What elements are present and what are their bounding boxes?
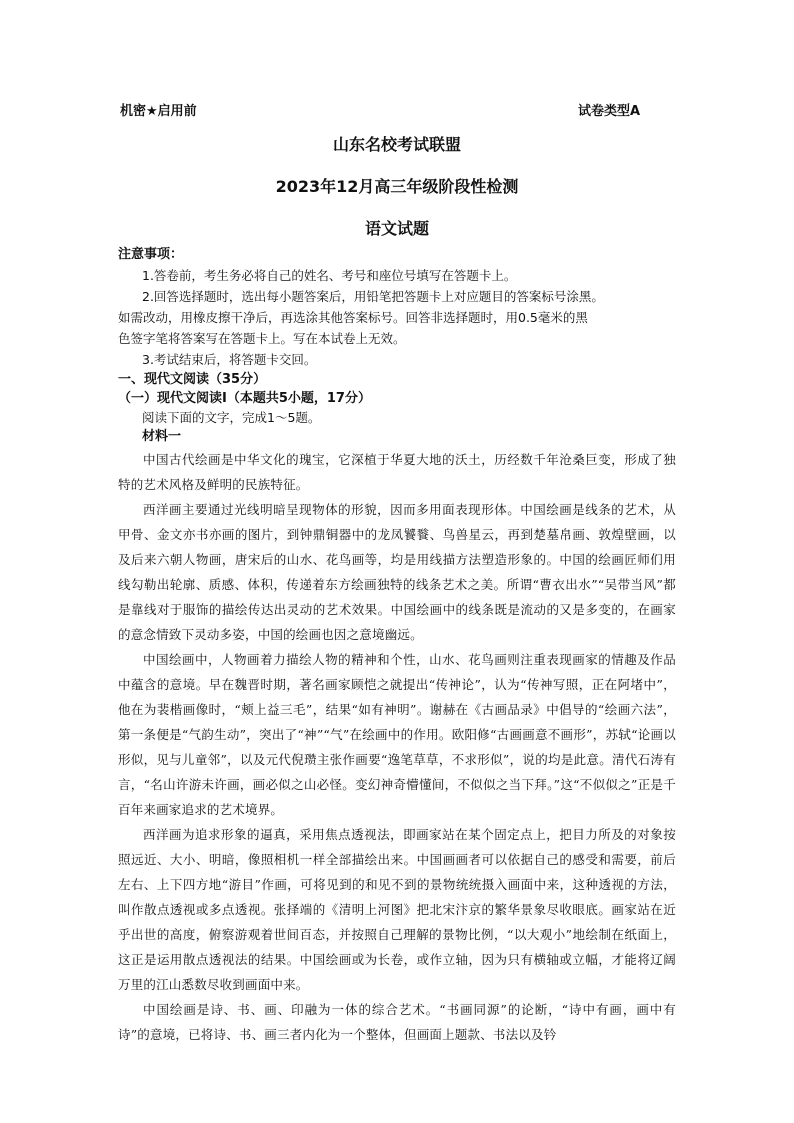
section-heading: 一、现代文阅读（35分） (118, 372, 267, 387)
material-label: 材料一 (142, 429, 182, 444)
exam-body (118, 245, 676, 1047)
passage-paragraph: 中国绘画是诗、书、画、印融为一体的综合艺术。“书画同源”的论断，“诗中有画，画中有诗”的意境，已将诗、书、画三者内化为一个整体，但画面上题款、书法以及钤 (118, 1002, 676, 1042)
notice-line: 2.回答选择题时，选出每小题答案后，用铅笔把答题卡上对应题目的答案标号涂黑。 (142, 289, 604, 304)
subject-title: 语文试题 (364, 219, 429, 238)
confidential-label: 机密★启用前 (120, 104, 197, 119)
passage-paragraph: 西洋画为追求形象的逼真，采用焦点透视法，即画家站在某个固定点上，把目力所及的对象按照远近、大小、明暗，像照相机一样全部描绘出来。中国画画者可以依据自己的感受和需要，前后左右、上下四方地“游目”作画，可将见到的和见不到的景物统统摄入画面中来，这种透视的方法，叫作散点透视或多点透视。张择端的《清明上河图》把北宋汴京的繁华景象尽收眼底。画家站在近乎出世的高度，俯察游观着世间百态，并按照自己理解的景物比例，“以大观小”地绘制在纸面上，这正是运用散点透视法的结果。中国绘画或为长卷，或作立轴，因为只有横轴或立幅，才能将辽阔万里的江山悉数尽收到画面中来。 (118, 827, 676, 992)
notice-line: 如需改动，用橡皮擦干净后，再选涂其他答案标号。回答非选择题时，用0.5毫米的黑 (118, 310, 588, 325)
exam-date-title: 2023年12月高三年级阶段性检测 (275, 177, 519, 196)
exam-union-title: 山东名校考试联盟 (332, 135, 461, 154)
paper-type-label: 试卷类型A (577, 104, 640, 119)
notice-heading: 注意事项： (118, 247, 184, 262)
passage-paragraph: 中国绘画中，人物画着力描绘人物的精神和个性，山水、花鸟画则注重表现画家的情趣及作品中蕴含的意境。早在魏晋时期，著名画家顾恺之就提出“传神论”，认为“传神写照，正在阿堵中”，他在为裴楷画像时，“颊上益三毛”，结果“如有神明”。谢赫在《古画品录》中倡导的“绘画六法”，第一条便是“气韵生动”，突出了“神”“气”在绘画中的作用。欧阳修“古画画意不画形”，苏轼“论画以形似，见与儿童邻”，以及元代倪瓒主张作画要“逸笔草草，不求形似”，说的均是此意。清代石涛有言，“名山许游未许画，画必似之山必怪。变幻神奇懵懂间，不似似之当下拜。”这“不似似之”正是千百年来画家追求的艺术境界。 (118, 652, 676, 817)
notice-line: 3.考试结束后，将答题卡交回。 (142, 352, 317, 367)
passage-paragraph: 西洋画主要通过光线明暗呈现物体的形貌，因而多用面表现形体。中国绘画是线条的艺术，从甲骨、金文亦书亦画的图片，到钟鼎铜器中的龙凤饕餮、鸟兽星云，再到楚墓帛画、敦煌壁画，以及后来六朝人物画，唐宋后的山水、花鸟画等，均是用线描方法塑造形象的。中国的绘画匠师们用线勾勒出轮廓、质感、体积，传递着东方绘画独特的线条艺术之美。所谓“曹衣出水”“吴带当风”都是靠线对于服饰的描绘传达出灵动的艺术效果。中国绘画中的线条既是流动的又是多变的，在画家的意念情致下灵动多姿，中国的绘画也因之意境幽远。 (118, 502, 676, 642)
top-line (120, 100, 640, 119)
passage-paragraph: 中国古代绘画是中华文化的瑰宝，它深植于华夏大地的沃土，历经数千年沧桑巨变，形成了独特的艺术风格及鲜明的民族特征。 (118, 452, 676, 492)
notice-line: 1.答卷前，考生务必将自己的姓名、考号和座位号填写在答题卡上。 (142, 268, 517, 283)
subsection-heading: （一）现代文阅读Ⅰ（本题共5小题，17分） (118, 391, 371, 406)
reading-instruction: 阅读下面的文字，完成1～5题。 (142, 410, 321, 425)
notice-line: 色签字笔将答案写在答题卡上。写在本试卷上无效。 (118, 331, 406, 346)
